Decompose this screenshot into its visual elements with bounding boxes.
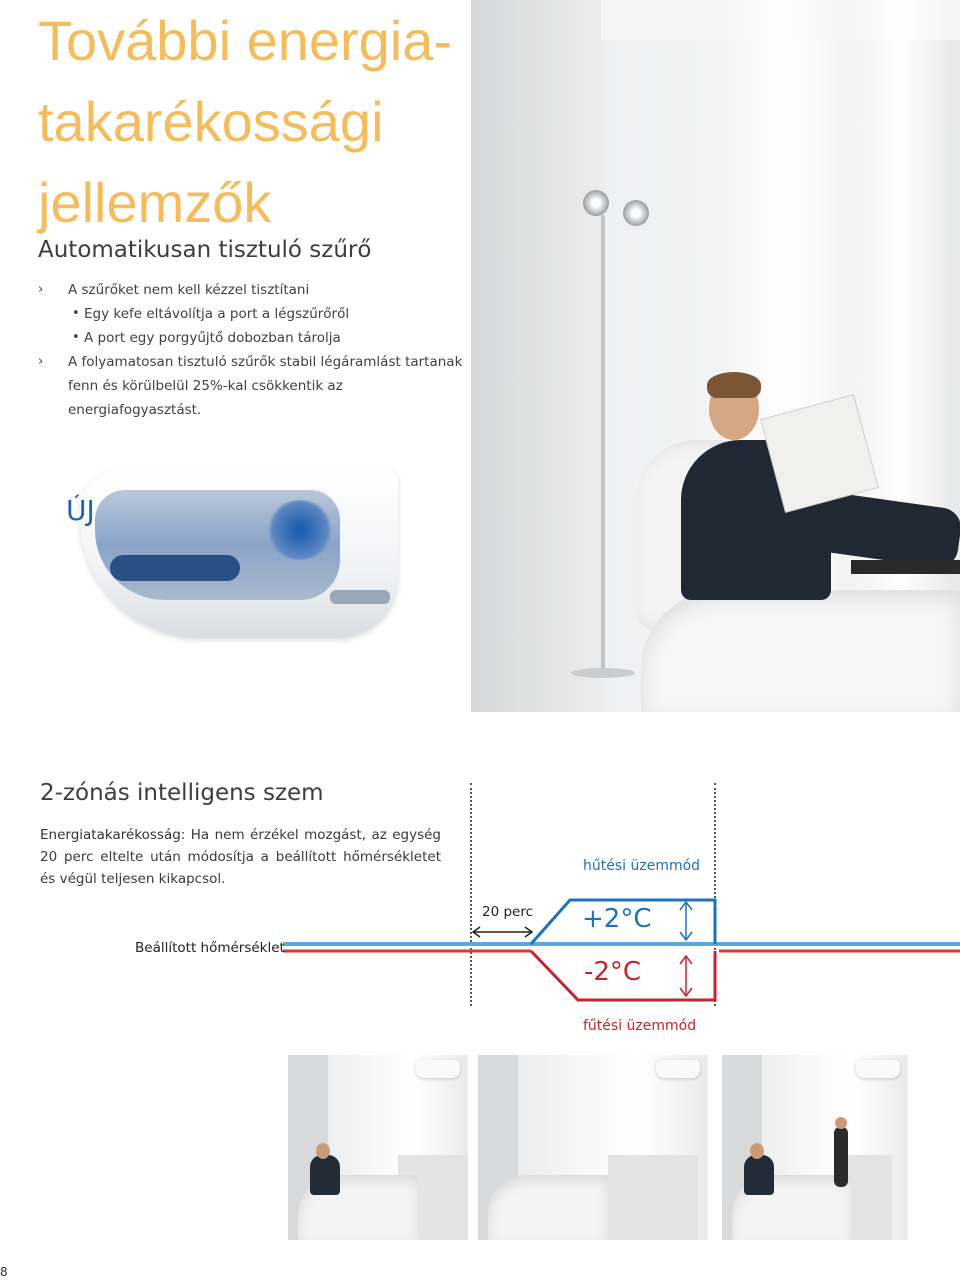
set-temperature-label: Beállított hőmérséklet (135, 940, 285, 956)
zone-description-text: Ha nem érzékel mozgást, az egység 20 perc eltelte után módosítja a beállított hőmérsékletet és végül teljesen kikapcsol. (40, 827, 441, 887)
person-walking (834, 1127, 848, 1187)
heat-delta-arrow-icon (680, 956, 692, 996)
list-item-text: A szűrőket nem kell kézzel tisztítani (68, 282, 310, 298)
list-item (38, 302, 468, 326)
filter-brush (110, 555, 240, 581)
photo-pillar (471, 0, 601, 712)
lamp-base (571, 668, 635, 678)
cool-delta-arrow-icon (680, 902, 692, 940)
zone-heading: 2-zónás intelligens szem (40, 780, 324, 806)
heat-delta-value: -2°C (584, 957, 642, 987)
title-line-2: takarékossági (38, 90, 384, 153)
chevron-right-icon: › (38, 354, 44, 369)
person-head (750, 1143, 764, 1159)
person-head (835, 1117, 847, 1129)
person-seated (744, 1155, 774, 1195)
airflow-arrow-icon (265, 500, 335, 560)
floor-lamp (601, 215, 605, 675)
title-line-3: jellemzők (38, 171, 272, 234)
delay-label: 20 perc (482, 904, 534, 920)
scene-photo-occupied (288, 1055, 468, 1240)
bullet-dot-icon: • (72, 330, 80, 345)
list-item-text: A port egy porgyűjtő dobozban tárolja (84, 330, 341, 346)
person-hair (707, 372, 761, 398)
living-room-photo (471, 0, 960, 712)
room-partition (608, 1155, 698, 1240)
filter-heading: Automatikusan tisztuló szűrő (38, 237, 372, 263)
title-line-1: További energia- (38, 9, 453, 72)
list-item-text: Egy kefe eltávolítja a port a légszűrőről (84, 306, 350, 322)
side-table (851, 560, 960, 574)
cool-mode-label: hűtési üzemmód (583, 858, 701, 874)
air-conditioner-trim (330, 590, 390, 604)
chevron-right-icon: › (38, 282, 44, 297)
heat-mode-label: fűtési üzemmód (583, 1018, 697, 1034)
scene-photo-returning (722, 1055, 908, 1240)
lamp-light-icon (583, 190, 609, 216)
new-badge: ÚJ (66, 494, 95, 527)
list-item (38, 326, 468, 350)
person-head (316, 1143, 330, 1159)
armchair (488, 1175, 608, 1240)
person-seated (310, 1155, 340, 1195)
page-number: 8 (0, 1265, 8, 1279)
delay-arrow-icon (473, 927, 532, 937)
list-item-text: A folyamatosan tisztuló szűrők stabil légáramlást tartanak fenn és körülbelül 25%-kal csökkentik az energiafogyasztást. (68, 354, 463, 418)
scene-photo-empty (478, 1055, 708, 1240)
list-item (38, 278, 468, 302)
list-item (38, 350, 468, 422)
lamp-light-icon (623, 200, 649, 226)
air-conditioner-icon (656, 1060, 700, 1078)
armchair-seat (641, 590, 960, 712)
page-title (38, 0, 478, 243)
cool-delta-value: +2°C (582, 904, 652, 934)
zone-description-lead: Energiatakarékosság: (40, 827, 186, 843)
air-conditioner-icon (416, 1060, 460, 1078)
bullet-dot-icon: • (72, 306, 80, 321)
filter-feature-list (38, 278, 468, 422)
air-conditioner-icon (856, 1060, 900, 1078)
